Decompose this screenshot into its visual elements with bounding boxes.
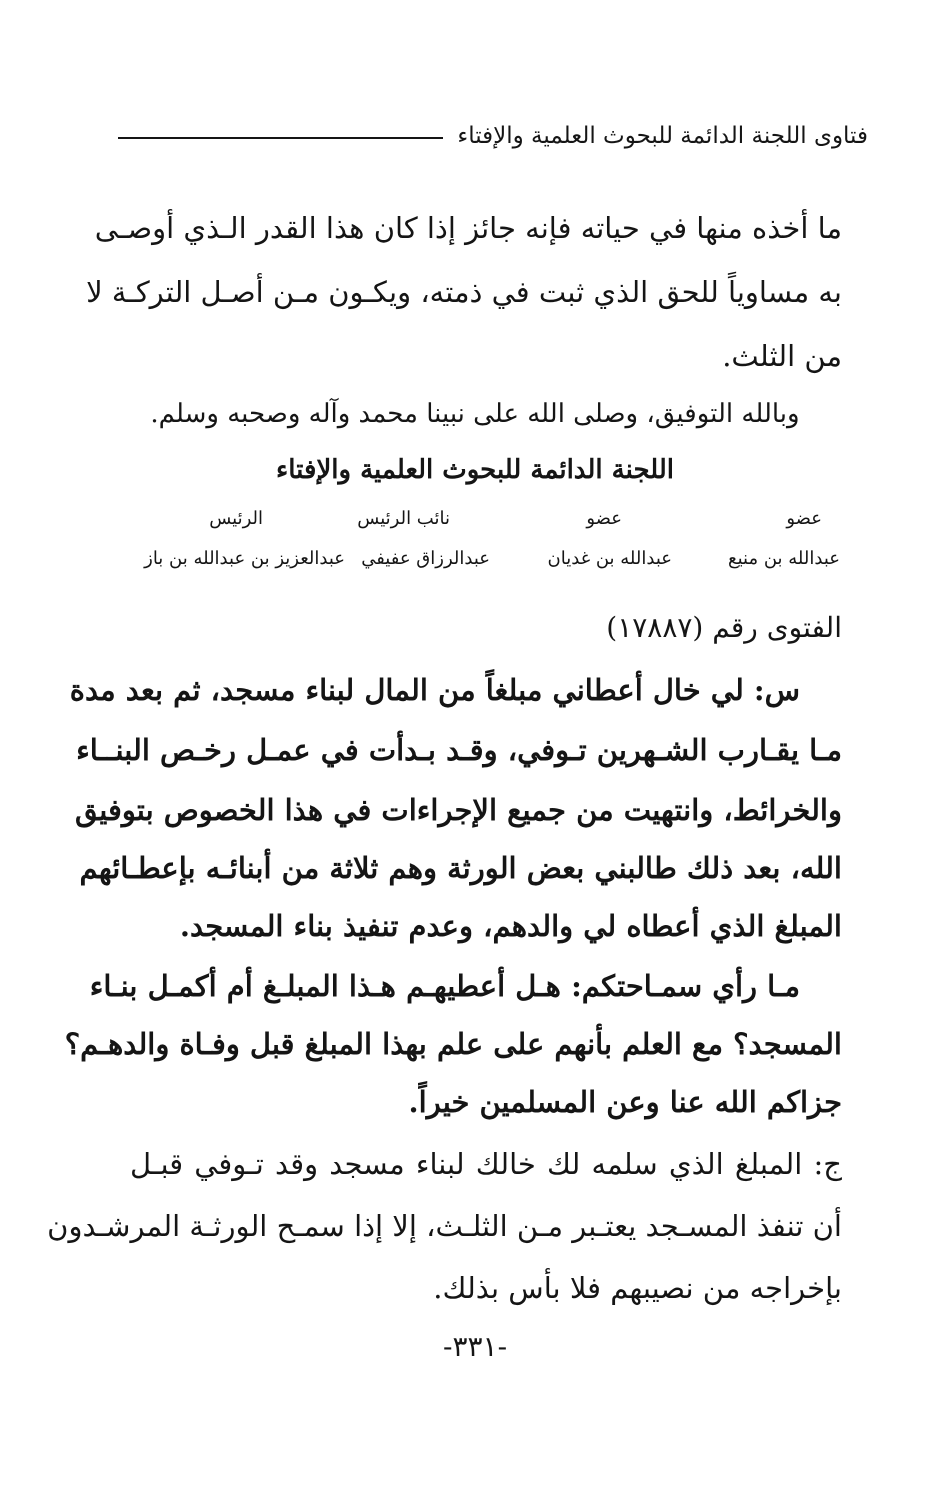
signatory-names xyxy=(140,548,840,576)
answer-line-1: ج: المبلغ الذي سلمه لك خالك لبناء مسجد وقد تـوفي قبـل xyxy=(130,1147,842,1181)
running-header-title: فتاوى اللجنة الدائمة للبحوث العلمية والإفتاء xyxy=(457,123,868,149)
running-header xyxy=(118,118,868,154)
signatory-name-4: عبدالعزيز بن عبدالله بن باز xyxy=(144,548,345,569)
signatory-role-3: نائب الرئيس xyxy=(357,508,450,529)
header-rule xyxy=(118,137,443,139)
signatory-name-3: عبدالرزاق عفيفي xyxy=(361,548,490,569)
question-line-5: المبلغ الذي أعطاه لي والدهم، وعدم تنفيذ بناء المسجد. xyxy=(179,909,842,943)
committee-name: اللجنة الدائمة للبحوث العلمية والإفتاء xyxy=(276,455,674,485)
page-number: -٣٣١- xyxy=(442,1330,508,1363)
intro-line-2: به مساوياً للحق الذي ثبت في ذمته، ويكـون مـن أصـل التركـة لا xyxy=(86,275,842,309)
question-line-8: جزاكم الله عنا وعن المسلمين خيراً. xyxy=(408,1085,842,1119)
question-line-4: الله، بعد ذلك طالبني بعض الورثة وهم ثلاثة من أبنائـه بإعطـائهم xyxy=(79,851,842,885)
signatory-role-4: الرئيس xyxy=(209,508,263,529)
intro-line-1: ما أخذه منها في حياته فإنه جائز إذا كان هذا القدر الـذي أوصـى xyxy=(94,211,842,245)
answer-line-2: أن تنفذ المسـجد يعتـبر مـن الثلـث، إلا إذا سمـح الورثـة المرشـدون xyxy=(47,1209,842,1243)
signatory-name-2: عبدالله بن غديان xyxy=(547,548,672,569)
question-line-6: مـا رأي سمـاحتكم: هـل أعطيهـم هـذا المبلـغ أم أكمـل بنـاء xyxy=(89,969,800,1003)
signatory-roles xyxy=(140,508,840,536)
intro-line-3: من الثلث. xyxy=(722,339,842,373)
signatory-name-1: عبدالله بن منيع xyxy=(728,548,840,569)
fatwa-number: الفتوى رقم (١٧٨٨٧) xyxy=(606,611,842,644)
signatory-role-2: عضو xyxy=(586,508,622,529)
signatory-role-1: عضو xyxy=(786,508,822,529)
question-line-1: س: لي خال أعطاني مبلغاً من المال لبناء مسجد، ثم بعد مدة xyxy=(69,673,800,707)
closing-formula: وبالله التوفيق، وصلى الله على نبينا محمد وآله وصحبه وسلم. xyxy=(150,399,800,429)
question-line-7: المسجد؟ مع العلم بأنهم على علم بهذا المبلغ قبل وفـاة والدهـم؟ xyxy=(64,1027,842,1061)
answer-line-3: بإخراجه من نصيبهم فلا بأس بذلك. xyxy=(433,1271,842,1305)
question-line-3: والخرائط، وانتهيت من جميع الإجراءات في هذا الخصوص بتوفيق xyxy=(75,793,842,827)
question-line-2: مـا يقـارب الشـهرين تـوفي، وقـد بـدأت في عمـل رخـص البنــاء xyxy=(76,733,842,767)
